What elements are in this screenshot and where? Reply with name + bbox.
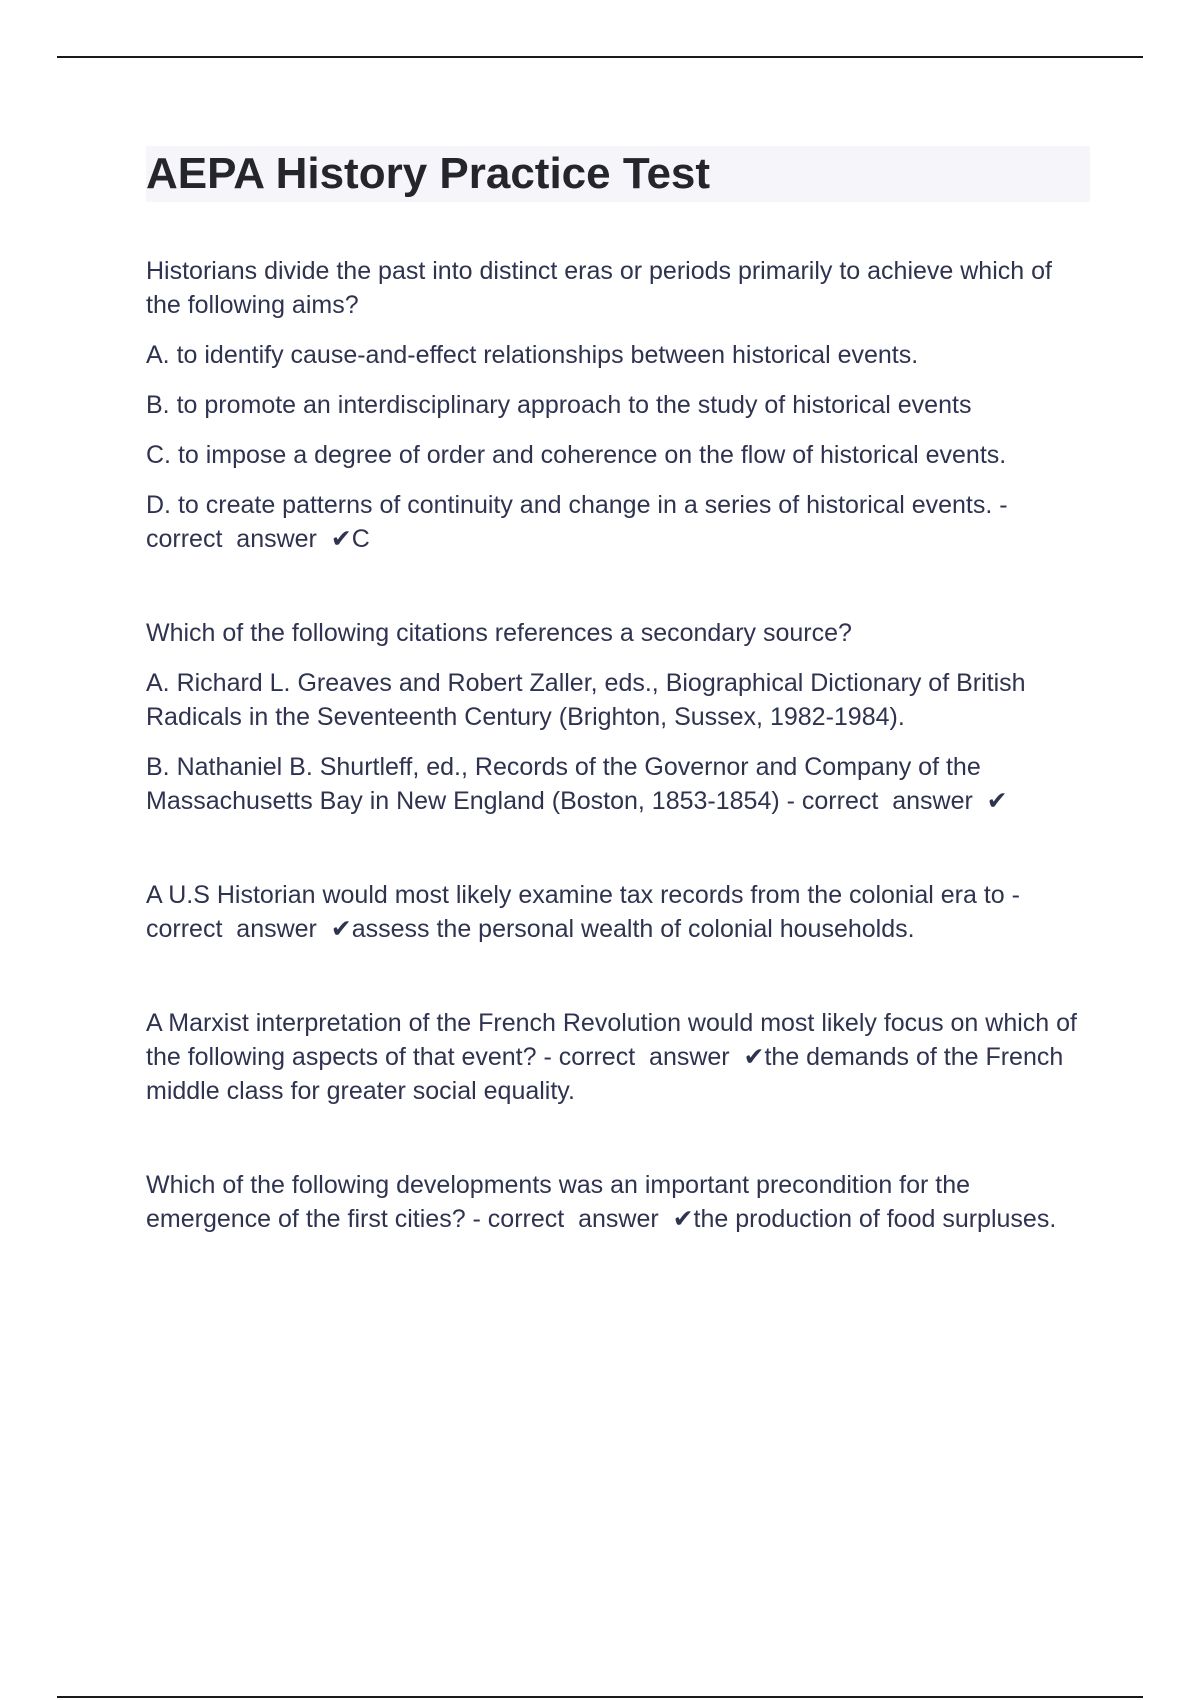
question-list	[146, 254, 1090, 1236]
question-text: Which of the following citations references a secondary source?	[146, 619, 852, 647]
answer-option: B. to promote an interdisciplinary approach to the study of historical events	[146, 391, 972, 419]
answer-option: A. to identify cause-and-effect relationships between historical events.	[146, 341, 919, 369]
question-text: Which of the following developments was an important precondition for the emergence of the first cities? - correct answer ✔the production of food surpluses.	[146, 1171, 1057, 1233]
question-text: A U.S Historian would most likely examine tax records from the colonial era to - correct answer ✔assess the personal wealth of colonial households.	[146, 881, 1027, 943]
top-rule	[57, 56, 1143, 58]
document-page	[146, 146, 1090, 1296]
question-block	[146, 1006, 1090, 1108]
question-block	[146, 254, 1090, 556]
document-title: AEPA History Practice Test	[146, 149, 711, 198]
answer-option: D. to create patterns of continuity and change in a series of historical events. - correct answer ✔C	[146, 491, 1015, 553]
question-block	[146, 616, 1090, 818]
answer-option: C. to impose a degree of order and coherence on the flow of historical events.	[146, 441, 1007, 469]
answer-option: A. Richard L. Greaves and Robert Zaller, eds., Biographical Dictionary of British Radicals in the Seventeenth Century (Brighton, Sussex, 1982-1984).	[146, 669, 1033, 731]
title-banner	[146, 146, 1090, 202]
question-text: Historians divide the past into distinct eras or periods primarily to achieve which of the following aims?	[146, 257, 1059, 319]
question-text: A Marxist interpretation of the French Revolution would most likely focus on which of the following aspects of that event? - correct answer ✔the demands of the French middle class for greater social equality.	[146, 1009, 1084, 1105]
question-block	[146, 878, 1090, 946]
question-block	[146, 1168, 1090, 1236]
bottom-rule	[57, 1696, 1143, 1698]
answer-option: B. Nathaniel B. Shurtleff, ed., Records of the Governor and Company of the Massachusetts Bay in New England (Boston, 1853-1854) - correct answer ✔	[146, 753, 1008, 815]
